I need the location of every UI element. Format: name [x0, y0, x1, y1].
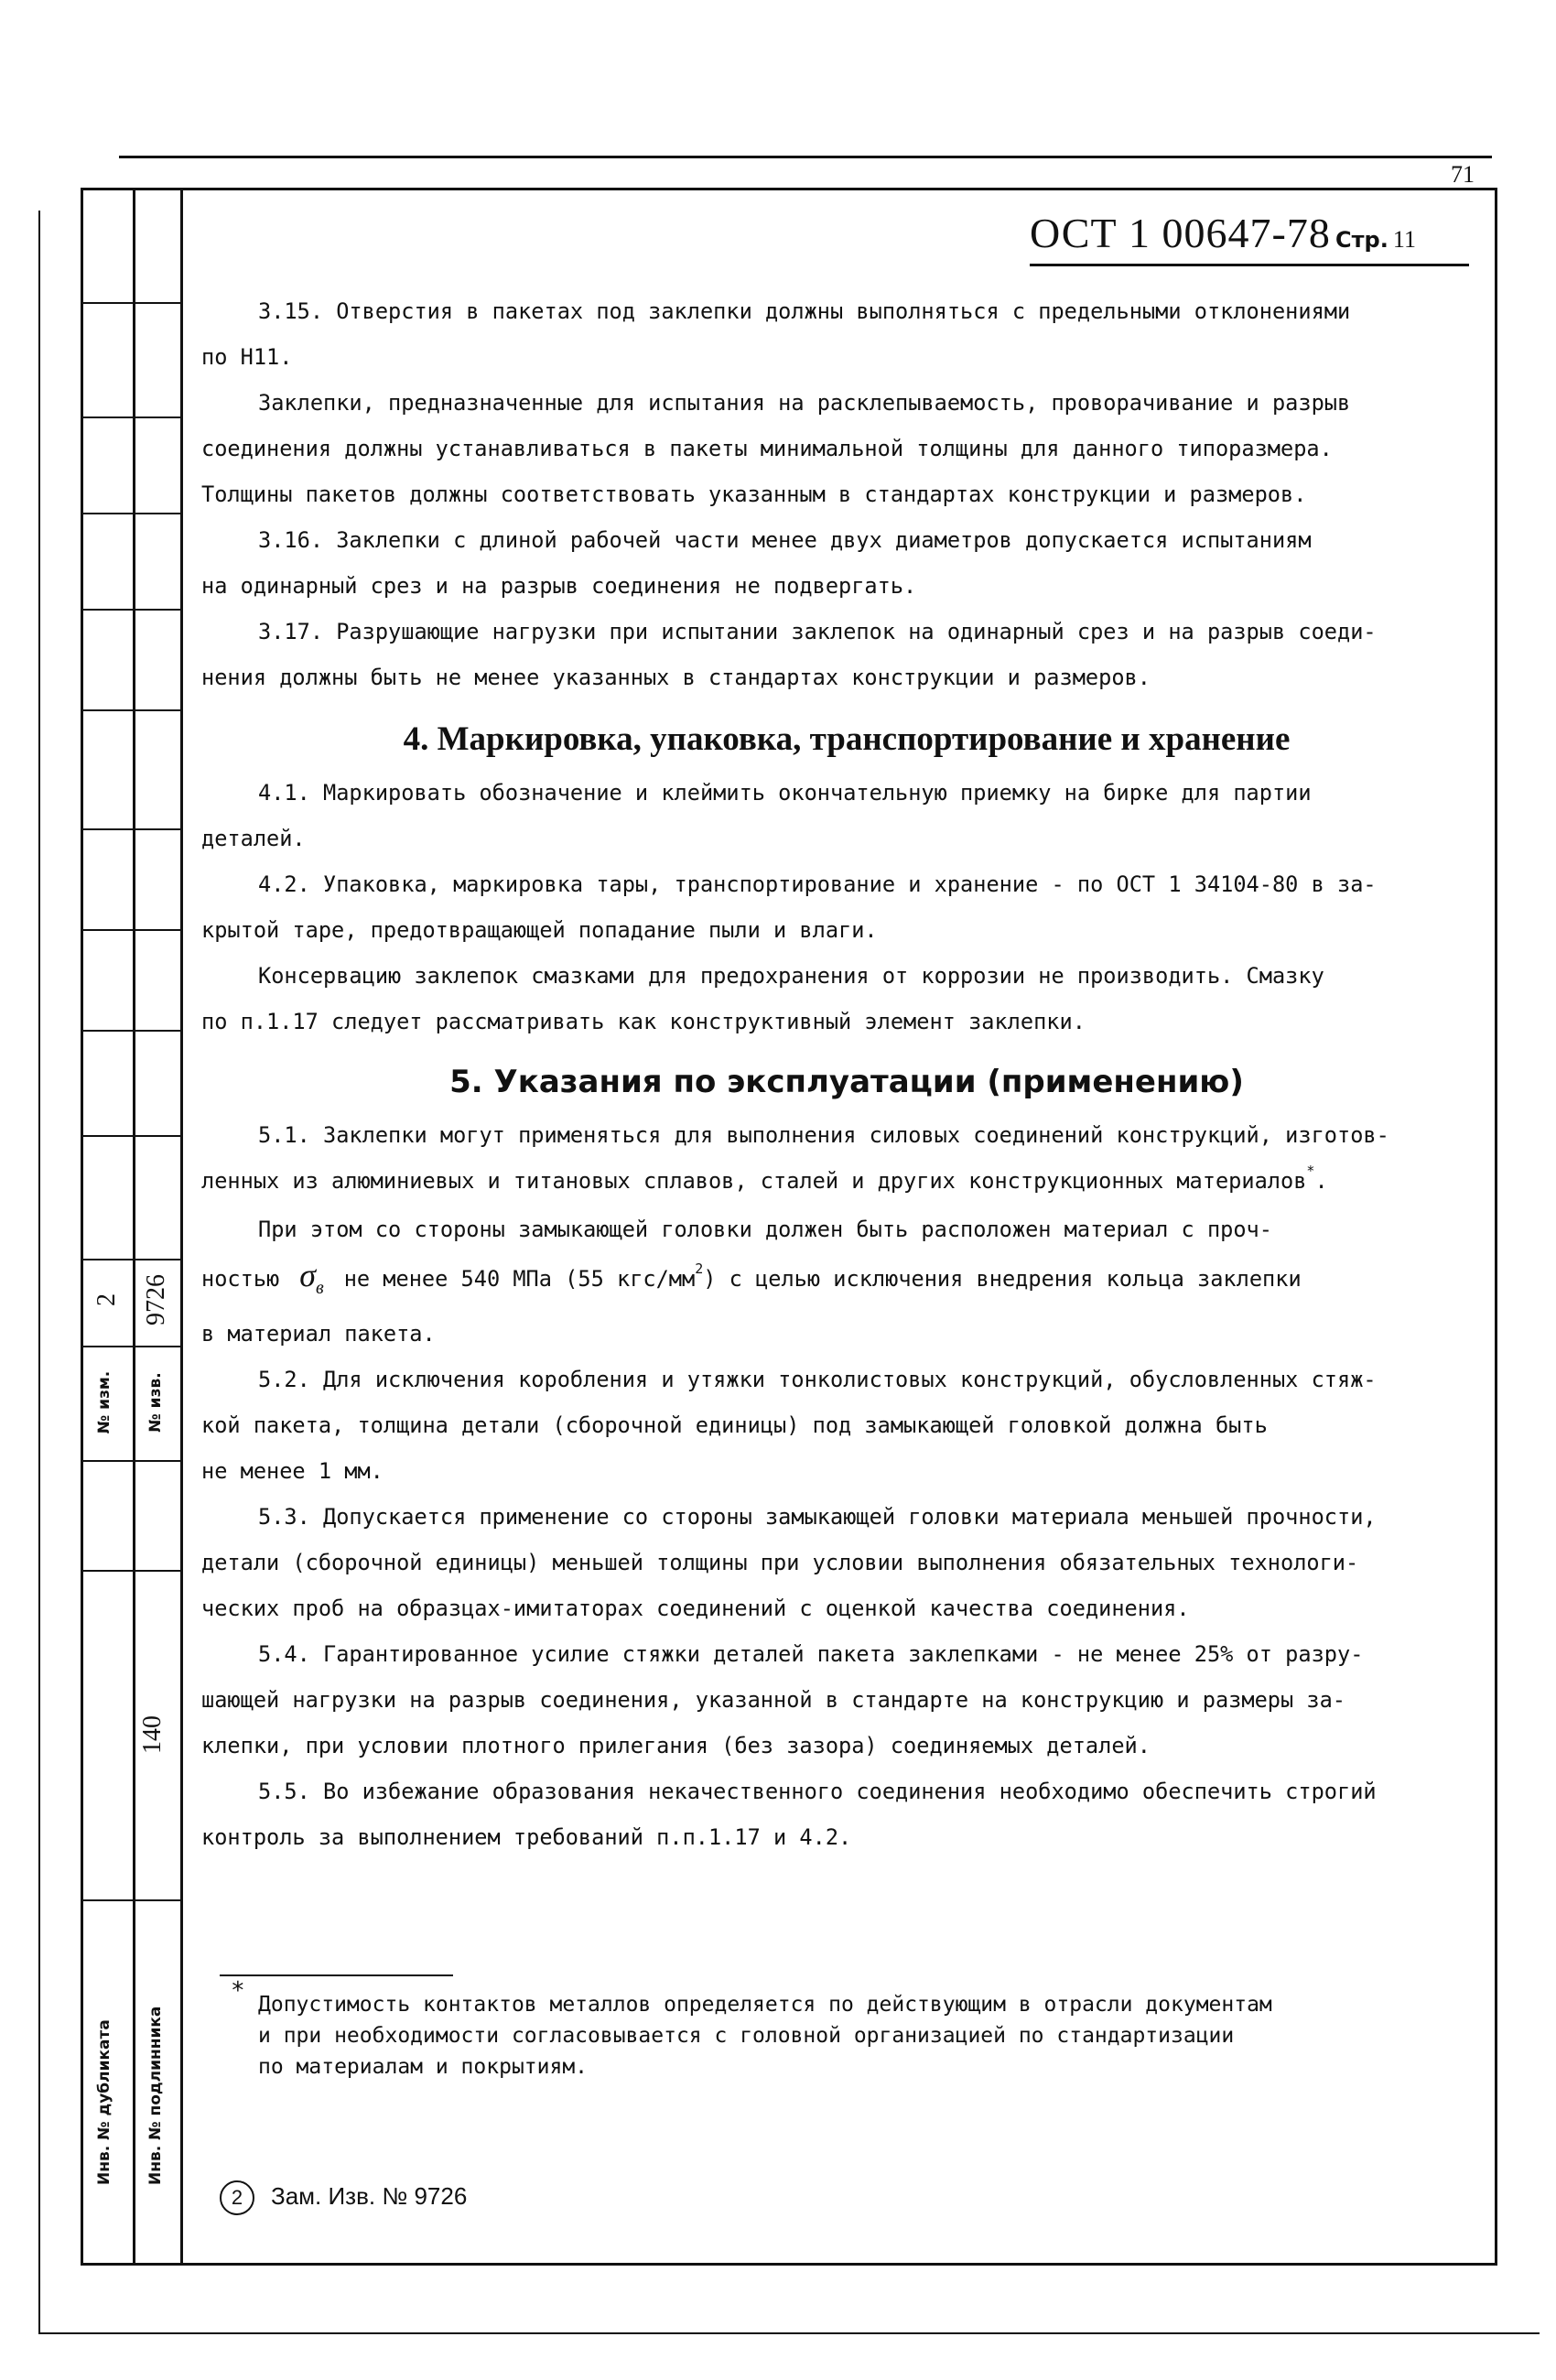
revision-note — [220, 2180, 467, 2215]
text-line-with-footnote: ленных из алюминиевых и титановых сплавов, сталей и других конструкционных материалов*. — [201, 1163, 1328, 1194]
section-5-heading: 5. Указания по эксплуатации (применению) — [449, 1064, 1244, 1100]
revision-circle: 2 — [220, 2180, 254, 2215]
side-rule — [81, 1346, 183, 1347]
text-line: по Н11. — [201, 344, 293, 370]
text-line: на одинарный срез и на разрыв соединения не подвергать. — [201, 573, 917, 599]
frame-right — [1495, 188, 1497, 2266]
text-line: 5.3. Допускается применение со стороны замыкающей головки материала меньшей прочности, — [258, 1504, 1377, 1531]
text-line: по п.1.17 следует рассматривать как конструктивный элемент заклепки. — [201, 1009, 1086, 1034]
text-line: 5.2. Для исключения коробления и утяжки тонколистовых конструкций, обусловленных стяж- — [258, 1367, 1377, 1393]
text-line: 3.16. Заклепки с длиной рабочей части менее двух диаметров допускается испытаниям — [258, 527, 1312, 553]
side-rule — [81, 1259, 183, 1260]
frame-left-mid — [133, 188, 135, 2266]
text-line: 4.1. Маркировать обозначение и клеймить окончательную приемку на бирке для партии — [258, 780, 1312, 806]
side-rule — [81, 828, 183, 830]
text-fragment: ) с целью исключения внедрения кольца заклепки — [703, 1266, 1302, 1292]
text-line: деталей. — [201, 826, 306, 851]
sigma-subscript: в — [316, 1278, 324, 1299]
side-rule — [81, 609, 183, 611]
text-line: Консервацию заклепок смазками для предохранения от коррозии не производить. Смазку — [258, 963, 1324, 989]
side-rule — [81, 1570, 183, 1572]
text-line: 5.1. Заклепки могут применяться для выполнения силовых соединений конструкций, изготов- — [258, 1122, 1389, 1148]
text-line: 5.5. Во избежание образования некачественного соединения необходимо обеспечить строгий — [258, 1779, 1377, 1805]
side-label-izm: № изм. — [95, 1370, 113, 1434]
text-line: 3.15. Отверстия в пакетах под заклепки должны выполняться с предельными отклонениями — [258, 298, 1351, 324]
text-line: шающей нагрузки на разрыв соединения, указанной в стандарте на конструкцию и размеры за- — [201, 1687, 1346, 1714]
page-label: Стр. — [1334, 227, 1389, 253]
frame-top — [81, 188, 1497, 190]
top-rule — [119, 156, 1492, 158]
text-line: не менее 1 мм. — [201, 1458, 384, 1485]
standard-header — [1030, 209, 1416, 257]
text-line: соединения должны устанавливаться в пакеты минимальной толщины для данного типоразмера. — [201, 436, 1333, 461]
side-label-izv: № изв. — [146, 1372, 165, 1433]
footnote-line: Допустимость контактов металлов определяется по действующим в отрасли документам — [258, 1993, 1272, 2017]
outer-page-left — [38, 211, 40, 2334]
footnote-rule — [220, 1974, 453, 1976]
footnote-line: по материалам и покрытиям. — [258, 2055, 589, 2079]
side-val-dubl: 140 — [138, 1715, 167, 1754]
frame-bottom — [81, 2263, 1497, 2266]
text-line: кой пакета, толщина детали (сборочной единицы) под замыкающей головкой должна быть — [201, 1412, 1268, 1439]
footnote-line: и при необходимости согласовывается с головной организацией по стандартизации — [258, 2024, 1235, 2048]
text-line: 3.17. Разрушающие нагрузки при испытании заклепок на одинарный срез и на разрыв соеди- — [258, 619, 1377, 644]
side-rule — [81, 1135, 183, 1137]
side-rule — [81, 929, 183, 931]
text-line: в материал пакета. — [201, 1321, 436, 1347]
text-line: клепки, при условии плотного прилегания (без зазора) соединяемых деталей. — [201, 1733, 1151, 1759]
side-rule — [81, 709, 183, 711]
frame-left-outer — [81, 188, 83, 2266]
side-label-podl: Инв. № подлинника — [146, 2006, 165, 2185]
outer-page-bottom — [38, 2332, 1540, 2334]
side-rule — [81, 1460, 183, 1462]
text-line: детали (сборочной единицы) меньшей толщины при условии выполнения обязательных технологи- — [201, 1550, 1359, 1576]
side-rule — [81, 416, 183, 418]
sigma-symbol — [299, 1257, 324, 1299]
header-underline — [1030, 264, 1469, 266]
text-fragment: ностью — [201, 1266, 280, 1292]
strength-line — [201, 1252, 1492, 1311]
revision-text: Зам. Изв. № 9726 — [271, 2181, 468, 2210]
page-number: 71 — [1451, 161, 1475, 188]
text-line: нения должны быть не менее указанных в стандартах конструкции и размеров. — [201, 665, 1151, 690]
footnote-mark: * — [1306, 1163, 1315, 1179]
side-val-izm: 2 — [92, 1293, 121, 1306]
document-body — [201, 288, 1492, 1860]
text-line: Заклепки, предназначенные для испытания на расклепываемость, проворачивание и разрыв — [258, 390, 1351, 416]
footnote-star: * — [231, 1977, 245, 2005]
standard-code: ОСТ 1 00647-78 — [1030, 210, 1331, 256]
text-fragment: не менее 540 МПа (55 кгс/мм — [343, 1266, 696, 1292]
side-label-dubl: Инв. № дубликата — [95, 2019, 113, 2185]
frame-left-inner — [180, 188, 183, 2266]
section-4-heading: 4. Маркировка, упаковка, транспортирование и хранение — [403, 720, 1291, 758]
superscript-2: 2 — [695, 1260, 704, 1277]
text-line: При этом со стороны замыкающей головки должен быть расположен материал с проч- — [258, 1217, 1272, 1242]
footnote — [258, 1989, 1475, 2082]
text-line: 4.2. Упаковка, маркировка тары, транспортирование и хранение - по ОСТ 1 34104-80 в за- — [258, 871, 1377, 897]
text-line: ленных из алюминиевых и титановых сплавов, сталей и других конструкционных материалов — [201, 1168, 1307, 1194]
sigma-char: σ — [299, 1257, 316, 1293]
page-label-num: 11 — [1392, 226, 1416, 253]
side-rule — [81, 513, 183, 514]
side-rule — [81, 1030, 183, 1032]
side-val-izv: 9726 — [142, 1274, 170, 1325]
side-rule — [81, 1899, 183, 1901]
text-line: контроль за выполнением требований п.п.1.17 и 4.2. — [201, 1824, 852, 1851]
side-rule — [81, 302, 183, 304]
text-line: 5.4. Гарантированное усилие стяжки деталей пакета заклепками - не менее 25% от разру- — [258, 1641, 1364, 1668]
text-line: крытой таре, предотвращающей попадание пыли и влаги. — [201, 917, 878, 943]
text-line: ческих проб на образцах-имитаторах соединений с оценкой качества соединения. — [201, 1596, 1190, 1622]
text-line: Толщины пакетов должны соответствовать указанным в стандартах конструкции и размеров. — [201, 481, 1307, 507]
